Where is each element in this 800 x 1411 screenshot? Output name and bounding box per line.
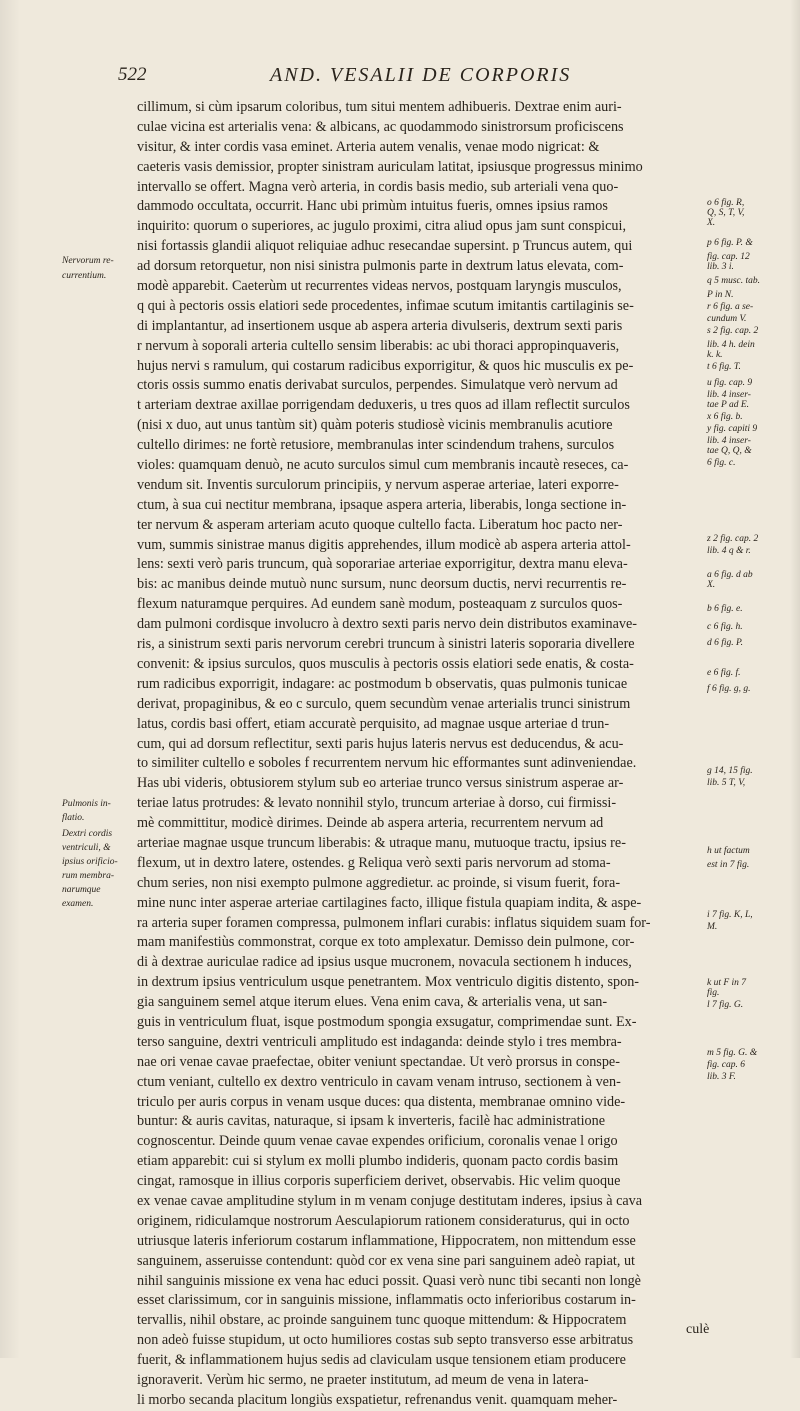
text-line: in dextrum ipsius ventriculum usque penetrantem. Mox ventriculo digitis distento, spon- — [137, 974, 640, 991]
figure-reference-note: q 5 musc. tab. — [707, 276, 761, 286]
text-line: nihil sanguinis missione ex vena hac educi possit. Quasi verò nunc tibi secanti non longè — [137, 1272, 641, 1289]
figure-reference-note: fig. cap. 6 — [707, 1060, 745, 1070]
catchword: culè — [686, 1322, 710, 1337]
margin-note: rum membra- — [62, 871, 114, 881]
text-line: vum, summis sinistrae manus digitis apprehendes, illum modicè ab aspera arteria attol- — [137, 536, 631, 553]
figure-reference-note: f 6 fig. g, g. — [707, 684, 751, 694]
text-line: bis: ac manibus deinde mutuò nunc sursum, nunc deorsum ductis, nervi recurrentis re- — [137, 576, 627, 593]
text-line: nae ori venae cavae praefectae, obiter veniunt spectandae. Ut verò prorsus in conspe- — [137, 1053, 620, 1070]
text-line: nisi fortassis glandii aliquot reliquiae adhuc resecandae supersint. p Truncus autem, qui — [137, 238, 633, 255]
figure-reference-note: tae Q, Q, & — [707, 446, 752, 456]
figure-reference-note: lib. 4 inser- — [707, 390, 751, 400]
text-line: esset clarissimum, cor in sanguinis missione, inflammatis octo inferioribus costarum in- — [137, 1292, 636, 1309]
text-line: t arteriam dextrae axillae porrigendam deduxeris, u tres quos ad illam reflectit surculos — [137, 397, 630, 414]
figure-reference-note: tae P ad E. — [707, 400, 750, 410]
text-line: ctum veniant, cultello ex dextro ventriculo in cavam venam intruso, sectionem à ven- — [137, 1073, 621, 1090]
figure-reference-note: est in 7 fig. — [707, 860, 750, 870]
text-line: utriusque lateris inferiorum costarum inflammatione, Hippocratem, non mittendum esse — [137, 1232, 636, 1249]
text-line: gia sanguinem semel atque iterum elues. Vena enim cava, & arterialis vena, ut san- — [137, 994, 608, 1011]
gutter-shadow — [0, 0, 20, 1358]
text-line: originem, ridiculamque nostrorum Aesculapiorum rationem consideraturus, qui in octo — [137, 1212, 630, 1229]
text-line: rum radicibus exporrigit, indagare: ac postmodum b observatis, quas pulmonis tunicae — [137, 675, 628, 692]
figure-reference-note: l 7 fig. G. — [707, 1000, 744, 1010]
figure-reference-note: m 5 fig. G. & — [707, 1048, 758, 1058]
text-line: li morbo secanda placitum longiùs exspatietur, refrenandus venit. quamquam meher- — [137, 1391, 618, 1408]
text-line: cognoscentur. Deinde quum venae cavae expendes orificium, coronalis venae l origo — [137, 1133, 618, 1150]
text-line: violes: quamquam denuò, ne acuto surculos simul cum membranis incautè reseces, ca- — [137, 457, 629, 474]
text-line: to similiter cultello e soboles f recurrentem nervum hic efformantes sunt adinveniendae. — [137, 755, 637, 772]
text-line: triculo per auris corpus in venam usque duces: qua distenta, membranae omnino vide- — [137, 1093, 626, 1110]
text-line: mine nunc inter asperae arteriae cartilagines facto, illique fistula quapiam indita, & aspe- — [137, 894, 642, 911]
figure-reference-note: h ut factum — [707, 846, 750, 856]
text-line: terso sanguine, dextri ventriculi amplitudo est indaganda: deinde stylo i tres membra- — [137, 1033, 622, 1050]
text-line: ctum, à sua cui nectitur membrana, ipsaque aspera arteria, liberabis, longa sectione in- — [137, 496, 627, 513]
figure-reference-note: lib. 3 i. — [707, 262, 734, 272]
figure-reference-note: fig. — [707, 988, 720, 998]
text-line: flexum naturamque perquires. Ad eundem sanè modum, posteaquam z surculos quos- — [137, 596, 623, 613]
text-line: cillimum, si cùm ipsarum coloribus, tum situi mentem adhibueris. Dextrae enim auri- — [137, 99, 622, 115]
figure-reference-note: lib. 4 inser- — [707, 436, 751, 446]
text-line: di implantantur, ad insertionem usque ab aspera arteria divulseris, dextrum sexti paris — [137, 317, 623, 334]
body-text — [137, 98, 710, 1411]
edge-shadow — [790, 0, 800, 1358]
text-line: visitur, & inter cordis vasa eminet. Arteria autem venalis, venae modo nigricat: & — [137, 138, 600, 155]
text-line: r nervum à soporali arteria cultello sensim liberabis: ac ubi thoraci appropinquaveris, — [137, 337, 620, 354]
text-line: hujus nervi s ramulum, qui costarum radicibus exporrigitur, & quos hic musculis ex pe- — [137, 357, 634, 374]
margin-note: currentium. — [62, 271, 107, 281]
figure-reference-note: P in N. — [707, 290, 734, 300]
text-line: tervallis, nihil obstare, ac proinde sanguinem tunc quoque mittendum: & Hippocratem — [137, 1312, 627, 1329]
text-line: mè committitur, modicè dirimes. Deinde ab aspera arteria, recurrentem nervum ad — [137, 815, 604, 832]
text-line: ctoris ossis summo enatis derivabat surculos, perpendes. Simulatque verò nervum ad — [137, 377, 618, 394]
page-number: 522 — [118, 64, 147, 85]
margin-note: ventriculi, & — [62, 843, 111, 853]
margin-note: flatio. — [62, 813, 85, 823]
margin-note: ipsius orificio- — [62, 857, 118, 867]
text-line: chum series, non nisi exempto pulmone aggredietur. ac proinde, si visum fuerit, fora- — [137, 874, 621, 891]
text-line: ex venae cavae amplitudine stylum in m venam conjuge destitutam inderes, ipsius à cava — [137, 1192, 643, 1209]
text-line: teriae latus protrudes: & levato nonnihil stylo, truncum arteriae à dorso, cui firmissi- — [137, 795, 617, 812]
figure-reference-note: X. — [707, 580, 716, 590]
text-line: Has ubi videris, obtusiorem stylum sub eo arteriae trunco versus sinistrum asperae ar- — [137, 775, 624, 792]
text-line: sanguinem, asseruisse contendunt: quòd cor ex vena sine pari sanguinem adeò rapiat, ut — [137, 1252, 635, 1269]
text-line: flexum, ut in dextro latere, ostendes. g Reliqua verò sexti paris nervorum ad stoma- — [137, 854, 611, 871]
figure-reference-note: Q, S, T, V, — [707, 208, 745, 218]
figure-reference-note: lib. 3 F. — [707, 1072, 736, 1082]
margin-note: examen. — [62, 899, 94, 909]
figure-reference-note: lib. 4 q & r. — [707, 546, 751, 556]
text-line: lens: sexti verò paris truncum, quà soporariae arteriae exporrigitur, dextra manu eleva- — [137, 556, 628, 573]
figure-reference-note: u fig. cap. 9 — [707, 378, 753, 388]
text-line: vendum sit. Inventis surculorum principiis, y nervum asperae arteriae, lateri exporre- — [137, 476, 619, 493]
figure-reference-note: c 6 fig. h. — [707, 622, 743, 632]
text-line: arteriae magnae usque truncum liberabis: & utraque manu, mutuoque tractu, ipsius re- — [137, 834, 626, 851]
running-title: AND. VESALII DE CORPORIS — [270, 64, 572, 86]
margin-note: Dextri cordis — [62, 829, 113, 839]
figure-reference-note: y fig. capiti 9 — [707, 424, 758, 434]
page-header — [118, 64, 678, 88]
text-line: derivat, propaginibus, & eo c surculo, quem secundùm venae arterialis trunci sinistrum — [137, 695, 631, 712]
figure-reference-note: o 6 fig. R, — [707, 198, 745, 208]
figure-reference-note: e 6 fig. f. — [707, 668, 741, 678]
text-line: culae vicina est arterialis vena: & albicans, ac quodammodo sinistrorsum proficiscens — [137, 118, 624, 135]
text-line: ris, a sinistrum sexti paris nervorum cerebri truncum à sinistri lateris soporaria divellere — [137, 636, 635, 653]
text-line: etiam apparebit: cui si stylum ex molli plumbo indideris, quonam pacto cordis basim — [137, 1153, 619, 1170]
text-line: non adeò fuisse stupidum, ut octo humiliores costas sub septo transverso esse arbitratus — [137, 1332, 634, 1349]
margin-note: Pulmonis in- — [62, 799, 111, 809]
text-line: latus, cordis basi offert, etiam accuratè perquisito, ad magnae usque arteriae d trun- — [137, 715, 610, 732]
figure-reference-note: s 2 fig. cap. 2 — [707, 326, 759, 336]
text-line: di à dextrae auriculae radice ad ipsius usque mucronem, novacula sectionem h induces, — [137, 954, 632, 971]
margin-note: Nervorum re- — [62, 256, 114, 266]
text-line: inquirito: quorum o superiores, ac jugulo proximi, citra aliud opus jam sunt conspicui, — [137, 218, 626, 235]
text-line: fuerit, & inflammationem hujus sedis ad claviculam usque tensionem etiam producere — [137, 1352, 626, 1369]
text-line: ad dorsum retorquetur, non nisi sinistra pulmonis parte in dextrum latus elevata, com- — [137, 258, 624, 275]
figure-reference-note: t 6 fig. T. — [707, 362, 741, 372]
margin-note: narumque — [62, 885, 101, 895]
text-line: buntur: & auris cavitas, naturaque, si ipsam k inverteris, facilè hac administratione — [137, 1113, 606, 1130]
text-line: mam manifestiùs commonstrat, corque ex toto amplexatur. Demisso dein pulmone, cor- — [137, 934, 635, 951]
figure-reference-note: 6 fig. c. — [707, 458, 736, 468]
figure-reference-note: M. — [707, 922, 718, 932]
figure-reference-note: lib. 4 h. dein — [707, 340, 755, 350]
text-line: cultello dirimes: ne fortè retusiore, membranulas inter scindendum trahens, surculos — [137, 437, 615, 454]
text-line: cingat, ramosque in illius corporis superficiem derivet, observabis. Hic velim quoque — [137, 1173, 621, 1190]
figure-reference-note: r 6 fig. a se- — [707, 302, 754, 312]
figure-reference-note: k ut F in 7 — [707, 978, 747, 988]
text-line: ignoraverit. Verùm hic sermo, ne praeter institutum, ad meum de vena in latera- — [137, 1372, 589, 1388]
text-line: ter nervum & asperam arteriam acuto quoque cultello facta. Liberatum hoc pacto ner- — [137, 516, 623, 533]
text-line: dammodo occultata, occurrit. Hanc ubi primùm intuitus fueris, omnes ipsius ramos — [137, 198, 608, 215]
text-line: dam pulmoni cordisque involucro à dextro sexti paris nervo dein distributos examinave- — [137, 616, 637, 633]
figure-reference-note: a 6 fig. d ab — [707, 570, 753, 580]
figure-reference-note: x 6 fig. b. — [707, 412, 743, 422]
text-line: convenit: & ipsius surculos, quos musculis à pectoris ossis elatiori sede enatis, & costa- — [137, 655, 634, 672]
figure-reference-note: p 6 fig. P. & — [707, 238, 753, 248]
text-line: ra arteria super foramen compressa, pulmonem inflari curabis: inflatus siquidem suam for- — [137, 914, 651, 931]
figure-reference-note: i 7 fig. K, L, — [707, 910, 753, 920]
figure-reference-note: k. k. — [707, 350, 723, 360]
text-line: guis in ventriculum fluat, isque postmodum spongia exsugatur, comprimendae sunt. Ex- — [137, 1013, 637, 1030]
figure-reference-note: cundum V. — [707, 314, 747, 324]
figure-reference-note: X. — [707, 218, 716, 228]
figure-reference-note: z 2 fig. cap. 2 — [707, 534, 759, 544]
figure-reference-note: b 6 fig. e. — [707, 604, 743, 614]
figure-reference-note: g 14, 15 fig. — [707, 766, 753, 776]
text-line: (nisi x duo, aut unus tantùm sit) quàm poteris studiosè vicinis membranulis acutiore — [137, 417, 613, 434]
figure-reference-note: lib. 5 T, V, — [707, 778, 746, 788]
text-line: caeteris vasis demissior, propter sinistram auriculam latitat, ipsiusque progressus minimo — [137, 158, 643, 175]
figure-reference-note: d 6 fig. P. — [707, 638, 743, 648]
figure-reference-note: fig. cap. 12 — [707, 252, 750, 262]
text-line: modè apparebit. Caeterùm ut recurrentes videas nervos, postquam laryngis musculos, — [137, 278, 622, 295]
text-line: intervallo se offert. Magna verò arteria, in cordis basis medio, sub arteriali vena quo- — [137, 178, 619, 195]
text-line: q qui à pectoris ossis elatiori sede procedentes, infimae scutum imitantis cartilaginis se- — [137, 297, 634, 314]
text-line: cum, qui ad dorsum reflectitur, sexti paris hujus lateris nervus est deducendus, & acu- — [137, 735, 624, 752]
